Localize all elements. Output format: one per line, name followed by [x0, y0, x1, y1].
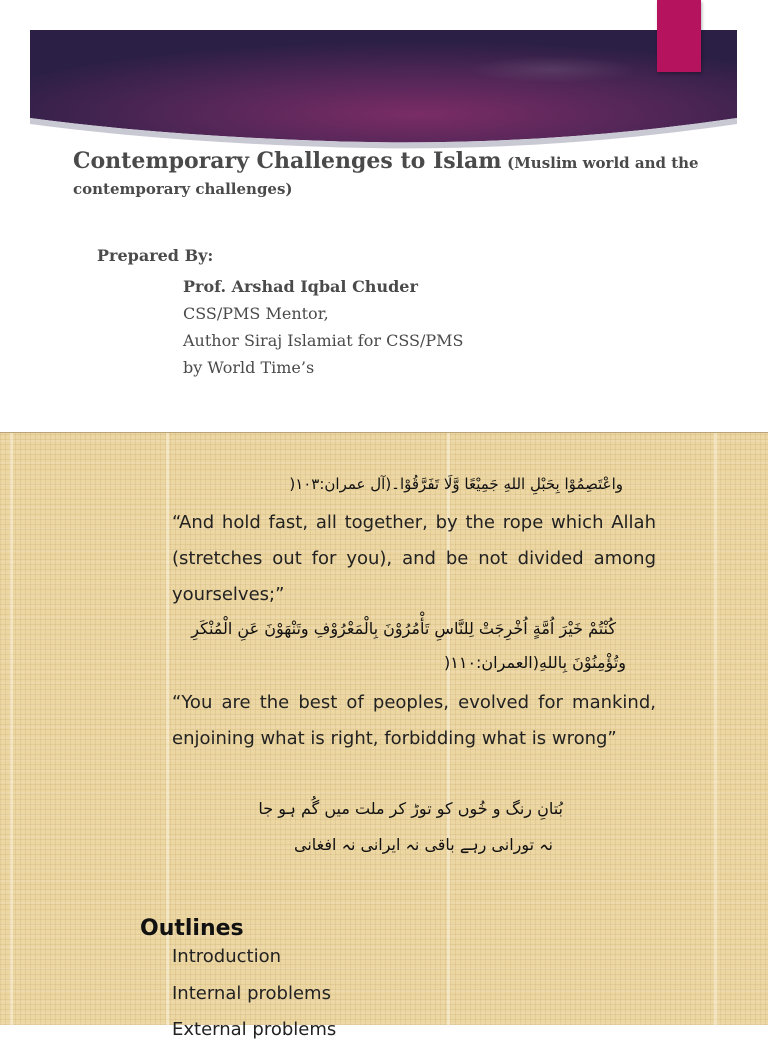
- title-subtitle: (Muslim world and the contemporary challenges): [73, 154, 699, 198]
- parchment-stripe: [714, 433, 717, 1025]
- outline-item-external-problems: External problems: [172, 1019, 337, 1040]
- verse-2-english: “You are the best of peoples, evolved for mankind, enjoining what is right, forbidding what is wrong”: [172, 692, 656, 749]
- prepared-by-label: Prepared By:: [97, 246, 214, 265]
- urdu-couplet-line-1: بُتانِ رنگ و خُوں کو توڑ کر ملت میں گُم ہو جا: [258, 799, 563, 818]
- slide-title: [73, 148, 713, 202]
- title-main: Contemporary Challenges to Islam: [73, 148, 502, 174]
- author-line: Author Siraj Islamiat for CSS/PMS: [183, 331, 464, 350]
- accent-tab: [657, 0, 701, 72]
- verse-2-arabic-line-1: كُنْتُمْ خَيْرَ اُمَّةٍ اُخْرِجَتْ لِلنَّاسِ تَأْمُرُوْنَ بِالْمَعْرُوْفِ وتَنْهَوْنَ عَنِ الْمُنْكَرِ: [191, 619, 616, 638]
- outline-item-introduction: Introduction: [172, 946, 282, 967]
- verse-1-arabic: واعْتَصِمُوْا بِحَبْلِ اللهِ جَمِيْعًا وَّلَا تَفَرَّقُوْا۔(آل عمران:١٠٣(: [289, 475, 623, 493]
- content-slide: [0, 432, 768, 1040]
- author-line: by World Time’s: [183, 358, 315, 377]
- title-slide: [0, 0, 768, 432]
- parchment-stripe: [10, 433, 13, 1025]
- author-block: [183, 273, 463, 381]
- author-name: Prof. Arshad Iqbal Chuder: [183, 277, 418, 296]
- author-line: CSS/PMS Mentor,: [183, 304, 329, 323]
- title-banner: [0, 0, 768, 160]
- urdu-couplet-line-2: نہ تورانی رہے باقی نہ ایرانی نہ افغانی: [294, 835, 553, 854]
- outline-item-internal-problems: Internal problems: [172, 983, 331, 1004]
- outlines-heading: Outlines: [140, 916, 244, 941]
- verse-2-arabic-line-2: وتُؤْمِنُوْنَ بِاللهِ(العمران:١١٠(: [444, 653, 626, 672]
- verse-1-english: “And hold fast, all together, by the rope which Allah (stretches out for you), and be not divided among yourselves;”: [172, 512, 656, 605]
